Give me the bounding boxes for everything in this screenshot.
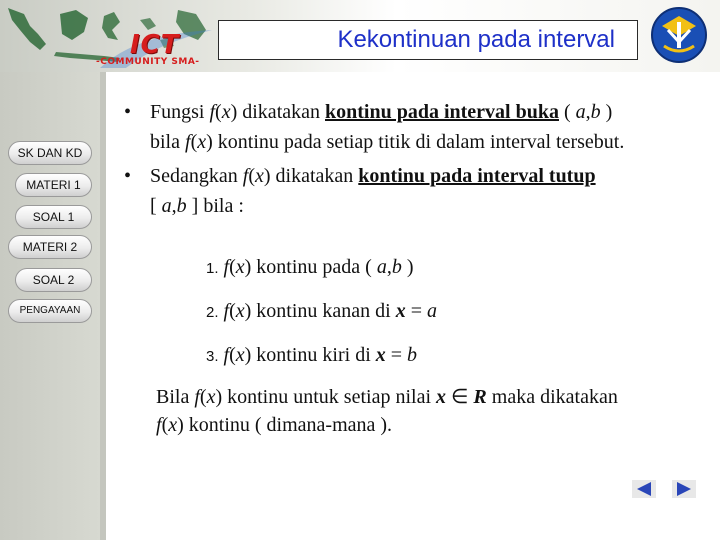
bullet-1-line-2: bila f(x) kontinu pada setiap titik di dalam interval tersebut.: [150, 131, 625, 153]
condition-3: 3. f(x) kontinu kiri di x = b: [206, 344, 418, 366]
next-arrow-icon[interactable]: [672, 480, 696, 498]
header-band: [0, 0, 720, 72]
nav-item-materi-1[interactable]: MATERI 1: [15, 173, 92, 197]
summary-line-2: f(x) kontinu ( dimana-mana ).: [156, 414, 393, 436]
tut-wuri-handayani-emblem-icon: [650, 6, 708, 64]
prev-arrow-icon[interactable]: [632, 480, 656, 498]
content-panel: [100, 72, 720, 540]
ict-logo-text: ICT: [130, 30, 180, 60]
nav-item-sk-dan-kd[interactable]: SK DAN KD: [8, 141, 92, 165]
nav-item-soal-1[interactable]: SOAL 1: [15, 205, 92, 229]
nav-item-pengayaan[interactable]: PENGAYAAN: [8, 299, 92, 323]
condition-1: 1. f(x) kontinu pada ( a,b ): [206, 256, 414, 278]
condition-2: 2. f(x) kontinu kanan di x = a: [206, 300, 438, 322]
term-closed-interval: kontinu pada interval tutup: [358, 165, 596, 187]
sidebar-nav: [0, 72, 100, 540]
nav-item-soal-2[interactable]: SOAL 2: [15, 268, 92, 292]
bullet-2-line-1: Sedangkan f(x) dikatakan kontinu pada interval tutup: [150, 165, 596, 187]
bullet-1-line-1: Fungsi f(x) dikatakan kontinu pada interval buka ( a,b ): [150, 101, 613, 123]
bullet-marker: •: [124, 101, 132, 123]
summary-line-1: Bila f(x) kontinu untuk setiap nilai x ∈ R maka dikatakan: [156, 386, 618, 408]
term-open-interval: kontinu pada interval buka: [325, 101, 559, 123]
page-title: Kekontinuan pada interval: [218, 20, 638, 60]
bullet-2-line-2: [ a,b ] bila :: [150, 195, 244, 217]
nav-item-materi-2[interactable]: MATERI 2: [8, 235, 92, 259]
bullet-marker: •: [124, 165, 132, 187]
ict-logo-subtext: -COMMUNITY SMA-: [96, 57, 200, 67]
